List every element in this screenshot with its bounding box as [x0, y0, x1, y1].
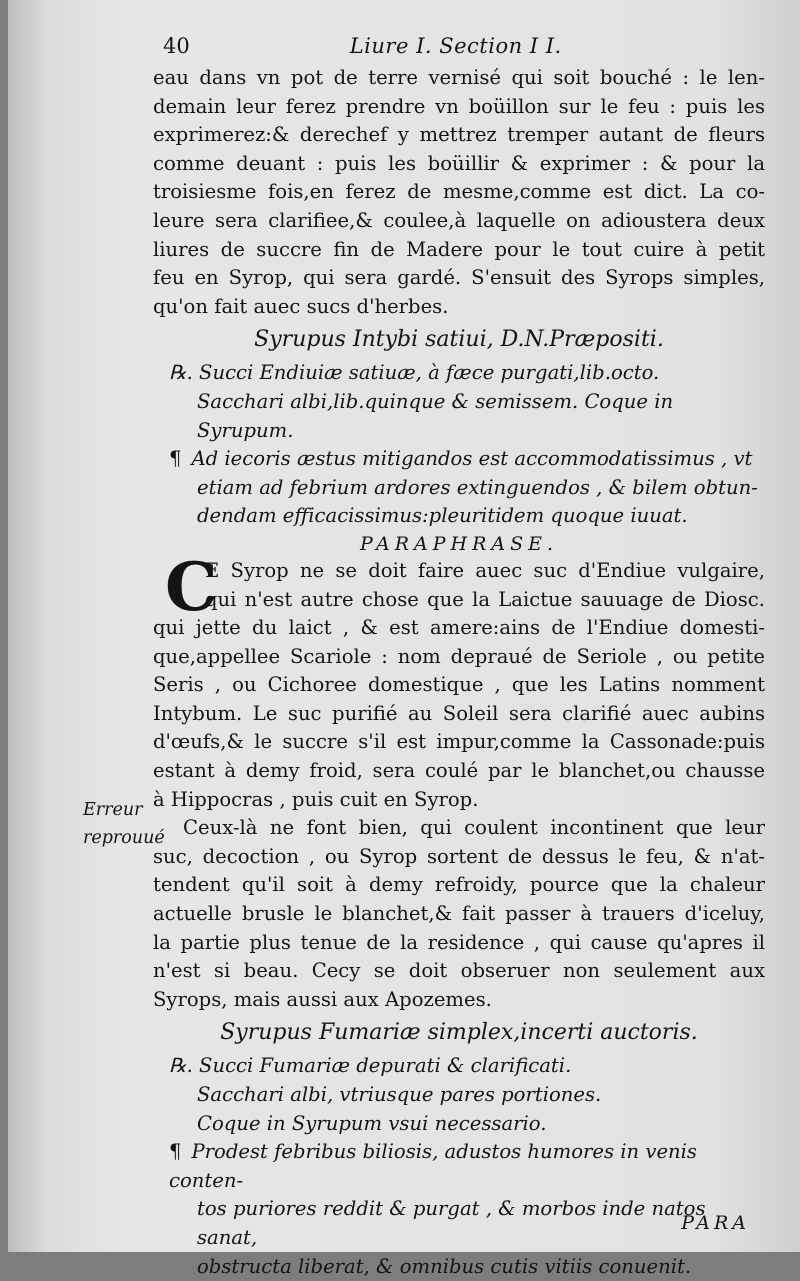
pilcrow-icon: ¶ — [169, 1140, 182, 1164]
text-line: tendent qu'il soit à demy refroidy, pource que la chaleur — [153, 873, 765, 897]
recipe-title: Syrupus Fumariæ simplex,incerti auctoris. — [220, 1020, 698, 1046]
margin-note-line: Erreur — [83, 800, 143, 820]
text-line: la partie plus tenue de la residence , qui cause qu'apres il — [153, 930, 765, 954]
text-line: que,appellee Scariole : nom depraué de Seriole , ou petite — [153, 644, 765, 668]
text-line: estant à demy froid, sera coulé par le blanchet,ou chausse — [153, 759, 765, 783]
text-line: n'est si beau. Cecy se doit obseruer non seulement aux — [153, 959, 765, 983]
text-line: Ceux-là ne font bien, qui coulent incontinent que leur — [183, 816, 765, 840]
page-text-block — [153, 32, 765, 1281]
virtue-line — [153, 445, 765, 474]
virtue-line: obstructa liberat, & omnibus cutis vitiis conuenit. — [197, 1254, 692, 1278]
virtue-line: tos puriores reddit & purgat , & morbos inde natos sanat, — [197, 1197, 706, 1249]
recipe-title: Syrupus Intybi satiui, D.N.Præpositi. — [254, 327, 664, 353]
paraphrase-heading: PARAPHRASE. — [359, 532, 559, 555]
virtue-line: dendam efficacissimus:pleuritidem quoque iuuat. — [197, 504, 688, 528]
text-line: suc, decoction , ou Syrop sortent de dessus le feu, & n'at- — [153, 844, 765, 868]
book-page — [8, 0, 800, 1278]
text-line: E Syrop ne se doit faire auec suc d'Endiue vulgaire, — [205, 558, 765, 582]
recipe-line: ℞. Succi Fumariæ depurati & clarificati. — [169, 1054, 572, 1078]
error-paragraph — [153, 814, 765, 1014]
margin-note — [83, 796, 165, 852]
text-line: demain leur ferez prendre vn boüillon sur le feu : puis les — [153, 94, 765, 118]
pilcrow-icon: ¶ — [169, 447, 182, 471]
text-line: qu'on fait auec sucs d'herbes. — [153, 294, 449, 318]
intro-paragraph — [153, 64, 765, 321]
text-line: à Hippocras , puis cuit en Syrop. — [153, 787, 479, 811]
text-line: d'œufs,& le succre s'il est impur,comme la Cassonade:puis — [153, 730, 765, 754]
text-line: comme deuant : puis les boüillir & exprimer : & pour la — [153, 151, 765, 175]
page-header — [153, 32, 765, 64]
text-line: actuelle brusle le blanchet,& fait passer à trauers d'iceluy, — [153, 902, 765, 926]
virtue-line: etiam ad febrium ardores extinguendos , & bilem obtun- — [197, 475, 758, 499]
paraphrase-paragraph — [153, 547, 765, 814]
text-line: Intybum. Le suc purifié au Soleil sera clarifié auec aubins — [153, 701, 765, 725]
drop-capital: C — [165, 547, 218, 626]
text-line: troisiesme fois,en ferez de mesme,comme est dict. La co- — [153, 180, 765, 204]
virtue-line — [153, 1138, 765, 1195]
text-line: liures de succre fin de Madere pour le tout cuire à petit — [153, 237, 765, 261]
page-number: 40 — [163, 34, 190, 58]
text-line: Seris , ou Cichoree domestique , que les Latins nomment — [153, 673, 765, 697]
recipe-line: Coque in Syrupum vsui necessario. — [197, 1111, 547, 1135]
catchword: PARA — [681, 1212, 750, 1234]
virtue-text: Ad iecoris æstus mitigandos est accommodatissimus , vt — [191, 447, 753, 471]
text-line: qui jette du laict , & est amere:ains de l'Endiue domesti- — [153, 616, 765, 640]
margin-note-line: reprouué — [83, 828, 165, 848]
text-line: Syrops, mais aussi aux Apozemes. — [153, 987, 492, 1011]
text-line: leure sera clarifiee,& coulee,à laquelle on adioustera deux — [153, 208, 765, 232]
text-line: eau dans vn pot de terre vernisé qui soit bouché : le len- — [153, 66, 765, 89]
running-title: Liure I. Section I I. — [349, 34, 562, 58]
recipe-line: Sacchari albi,lib.quinque & semissem. Coque in Syrupum. — [197, 389, 674, 442]
text-line: qui n'est autre chose que la Laictue sauuage de Diosc. — [205, 587, 765, 611]
virtue-text: Prodest febribus biliosis, adustos humores in venis conten- — [169, 1140, 697, 1192]
text-line: exprimerez:& derechef y mettrez tremper autant de fleurs — [153, 123, 765, 147]
recipe-line: ℞. Succi Endiuiæ satiuæ, à fæce purgati,lib.octo. — [169, 361, 660, 385]
text-line: feu en Syrop, qui sera gardé. S'ensuit des Syrops simples, — [153, 266, 765, 290]
recipe-line: Sacchari albi, vtriusque pares portiones. — [197, 1083, 602, 1106]
